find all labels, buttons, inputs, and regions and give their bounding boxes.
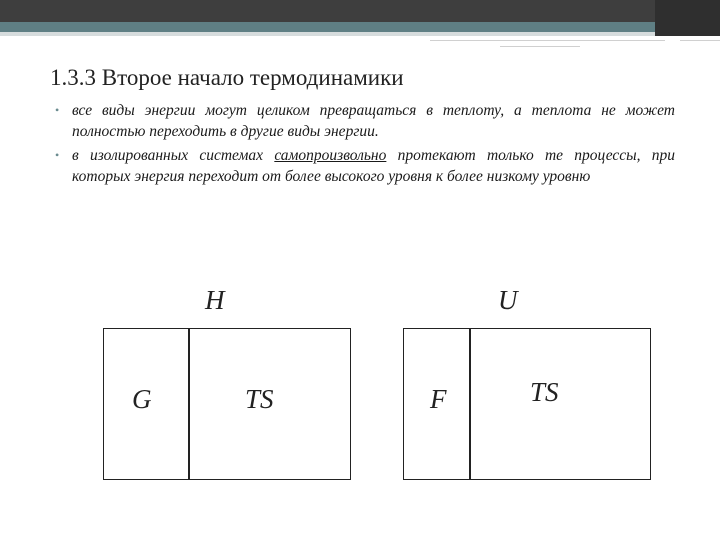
bullet-text: все виды энергии могут целиком превращаться в теплоту, а теплота не может полностью переходить в другие виды энергии. — [72, 102, 675, 140]
bullet-item — [55, 145, 675, 187]
header-band-dark — [0, 0, 720, 22]
bullet-text-emphasis: самопроизвольно — [274, 147, 387, 164]
header-accent-line — [500, 46, 580, 47]
header-corner-block — [655, 0, 720, 36]
bullet-item — [55, 100, 675, 142]
bullet-text-end: протекают только те процессы, при которых энергия переходит от более высокого уровня к более низкому уровню — [72, 147, 676, 185]
diagram-right-cell-b-label: TS — [530, 377, 559, 407]
diagram-left-divider — [188, 328, 190, 480]
header-band-light — [0, 32, 720, 36]
diagram-left-cell-b-label: TS — [245, 384, 274, 414]
diagram-right-divider — [469, 328, 471, 480]
bullet-icon: • — [55, 148, 60, 162]
diagram-right-cell-a-label: F — [430, 384, 447, 414]
slide-title: 1.3.3 Второе начало термодинамики — [50, 65, 404, 90]
header-band-teal — [0, 22, 720, 32]
header-accent-line — [680, 40, 720, 41]
bullet-icon: • — [55, 103, 60, 117]
header-accent-line — [430, 40, 665, 41]
bullet-list — [55, 100, 675, 190]
bullet-text-start: в изолированных системах — [72, 147, 275, 164]
diagram-left-cell-a-label: G — [132, 384, 152, 414]
diagram-right-top-label: U — [498, 285, 518, 315]
diagram-left-top-label: H — [205, 285, 225, 315]
